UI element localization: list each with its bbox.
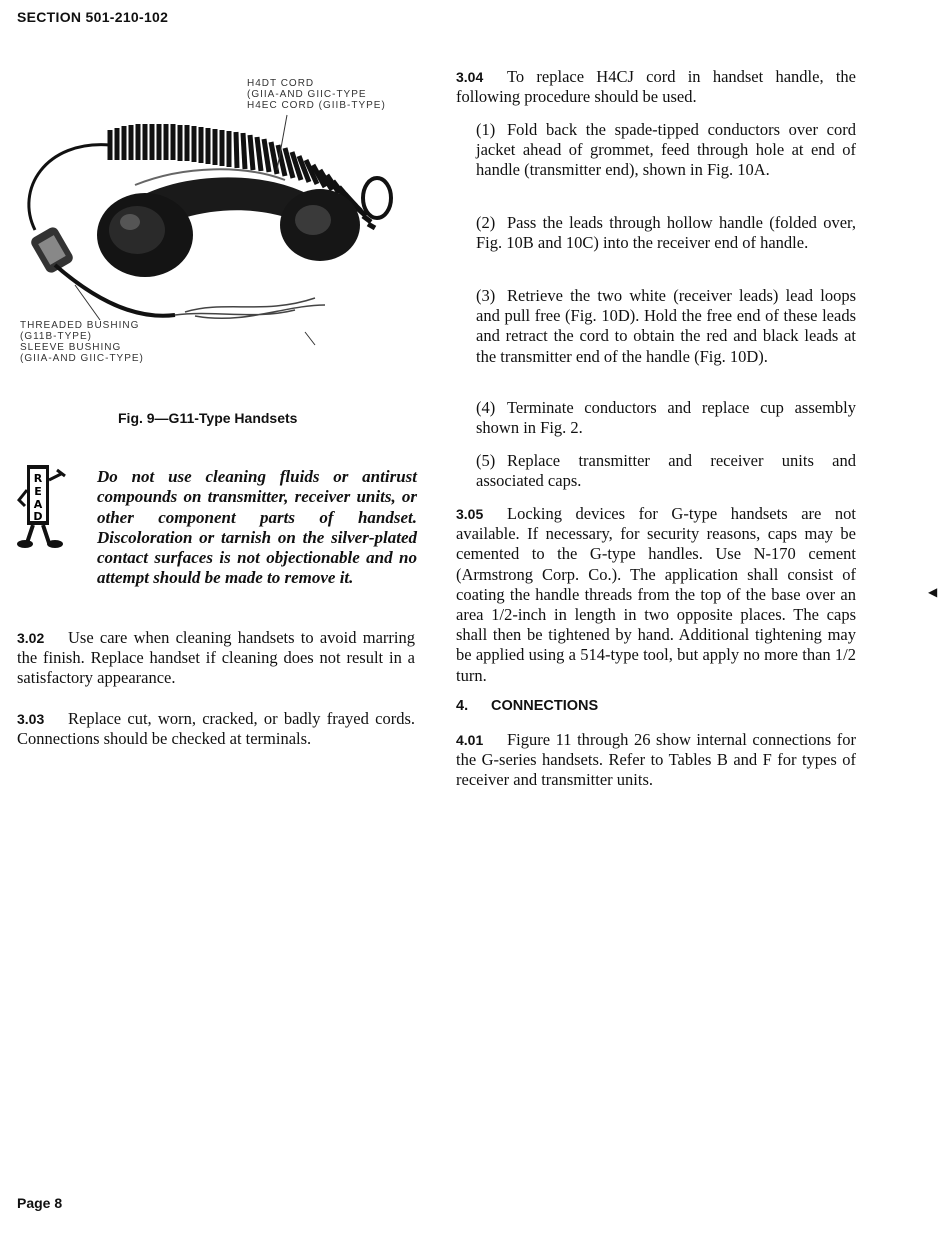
cord-callout-label: H4DT CORD (GIIA-AND GIIC-TYPE H4EC CORD (GIIB-TYPE) <box>247 78 386 111</box>
section-number: 4. <box>456 698 469 714</box>
procedure-step <box>476 120 856 181</box>
paragraph-number: 3.03 <box>17 711 45 727</box>
paragraph-text: Figure 11 through 26 show internal connections for the G-series handsets. Refer to Tables B and F for types of receiver and transmitter units. <box>456 730 856 790</box>
change-arrow-icon: ◀ <box>928 585 938 599</box>
paragraph-number: 3.05 <box>456 506 484 522</box>
step-text: Pass the leads through hollow handle (folded over, Fig. 10B and 10C) into the receiver end of handle. <box>476 213 856 253</box>
paragraph-text: Use care when cleaning handsets to avoid marring the finish. Replace handset if cleaning does not result in a satisfactory appearance. <box>17 628 415 688</box>
step-text: Fold back the spade-tipped conductors over cord jacket ahead of grommet, feed through hole at end of handle (transmitter end), shown in Fig. 10A. <box>476 120 856 180</box>
handset-body <box>97 169 360 277</box>
section-title: CONNECTIONS <box>491 698 599 714</box>
procedure-step <box>476 398 856 438</box>
paragraph-text: To replace H4CJ cord in handset handle, the following procedure should be used. <box>456 67 856 107</box>
paragraph-4-01 <box>456 730 856 791</box>
procedure-step <box>476 213 856 253</box>
read-warning-icon <box>17 460 72 550</box>
svg-text:D: D <box>33 510 43 523</box>
step-label: (5) <box>476 451 496 470</box>
paragraph-3-02 <box>17 628 415 689</box>
bushing-callout-label: THREADED BUSHING (G11B-TYPE) SLEEVE BUSHING (GIIA-AND GIIC-TYPE) <box>20 320 144 364</box>
procedure-step <box>476 286 856 367</box>
svg-text:R: R <box>33 472 43 485</box>
paragraph-number: 4.01 <box>456 732 484 748</box>
step-text: Terminate conductors and replace cup assembly shown in Fig. 2. <box>476 398 856 438</box>
step-text: Retrieve the two white (receiver leads) lead loops and pull free (Fig. 10D). Hold the free end of these leads and retract the cord to obtain the red and black leads at the transmitter end of the handle (Fig. 10D). <box>476 286 856 366</box>
svg-text:E: E <box>34 485 42 498</box>
section-heading <box>456 698 598 714</box>
step-label: (4) <box>476 398 496 417</box>
warning-notice: Do not use cleaning fluids or antirust compounds on transmitter, receiver units, or other component parts of handset. Discoloration or tarnish on the silver-plated contact surfaces is not objectionable and no attempt should be made to remove it. <box>97 467 417 588</box>
svg-text:A: A <box>33 498 43 511</box>
step-text: Replace transmitter and receiver units and associated caps. <box>476 451 856 491</box>
step-label: (3) <box>476 286 496 305</box>
paragraph-3-04 <box>456 67 856 107</box>
handset-figure <box>15 70 435 390</box>
figure-caption: Fig. 9—G11-Type Handsets <box>118 410 298 426</box>
procedure-step <box>476 451 856 491</box>
step-label: (1) <box>476 120 496 139</box>
section-header: SECTION 501-210-102 <box>17 9 169 25</box>
paragraph-number: 3.04 <box>456 69 484 85</box>
step-label: (2) <box>476 213 496 232</box>
page-number: Page 8 <box>17 1195 63 1211</box>
paragraph-3-03 <box>17 709 415 749</box>
paragraph-3-05 <box>456 504 856 686</box>
paragraph-text: Replace cut, worn, cracked, or badly frayed cords. Connections should be checked at terminals. <box>17 709 415 749</box>
paragraph-number: 3.02 <box>17 630 45 646</box>
paragraph-text: Locking devices for G-type handsets are not available. If necessary, for security reasons, caps may be cemented to the G-type handles. Use N-170 cement (Armstrong Corp. Co.). The application shall consist of coating the handle threads from the top of the base over an area 1/2-inch in length in two opposite places. The caps shall then be tightened by hand. Additional tightening may be applied using a 514-type tool, but apply no more than 1/2 turn. <box>456 504 856 685</box>
